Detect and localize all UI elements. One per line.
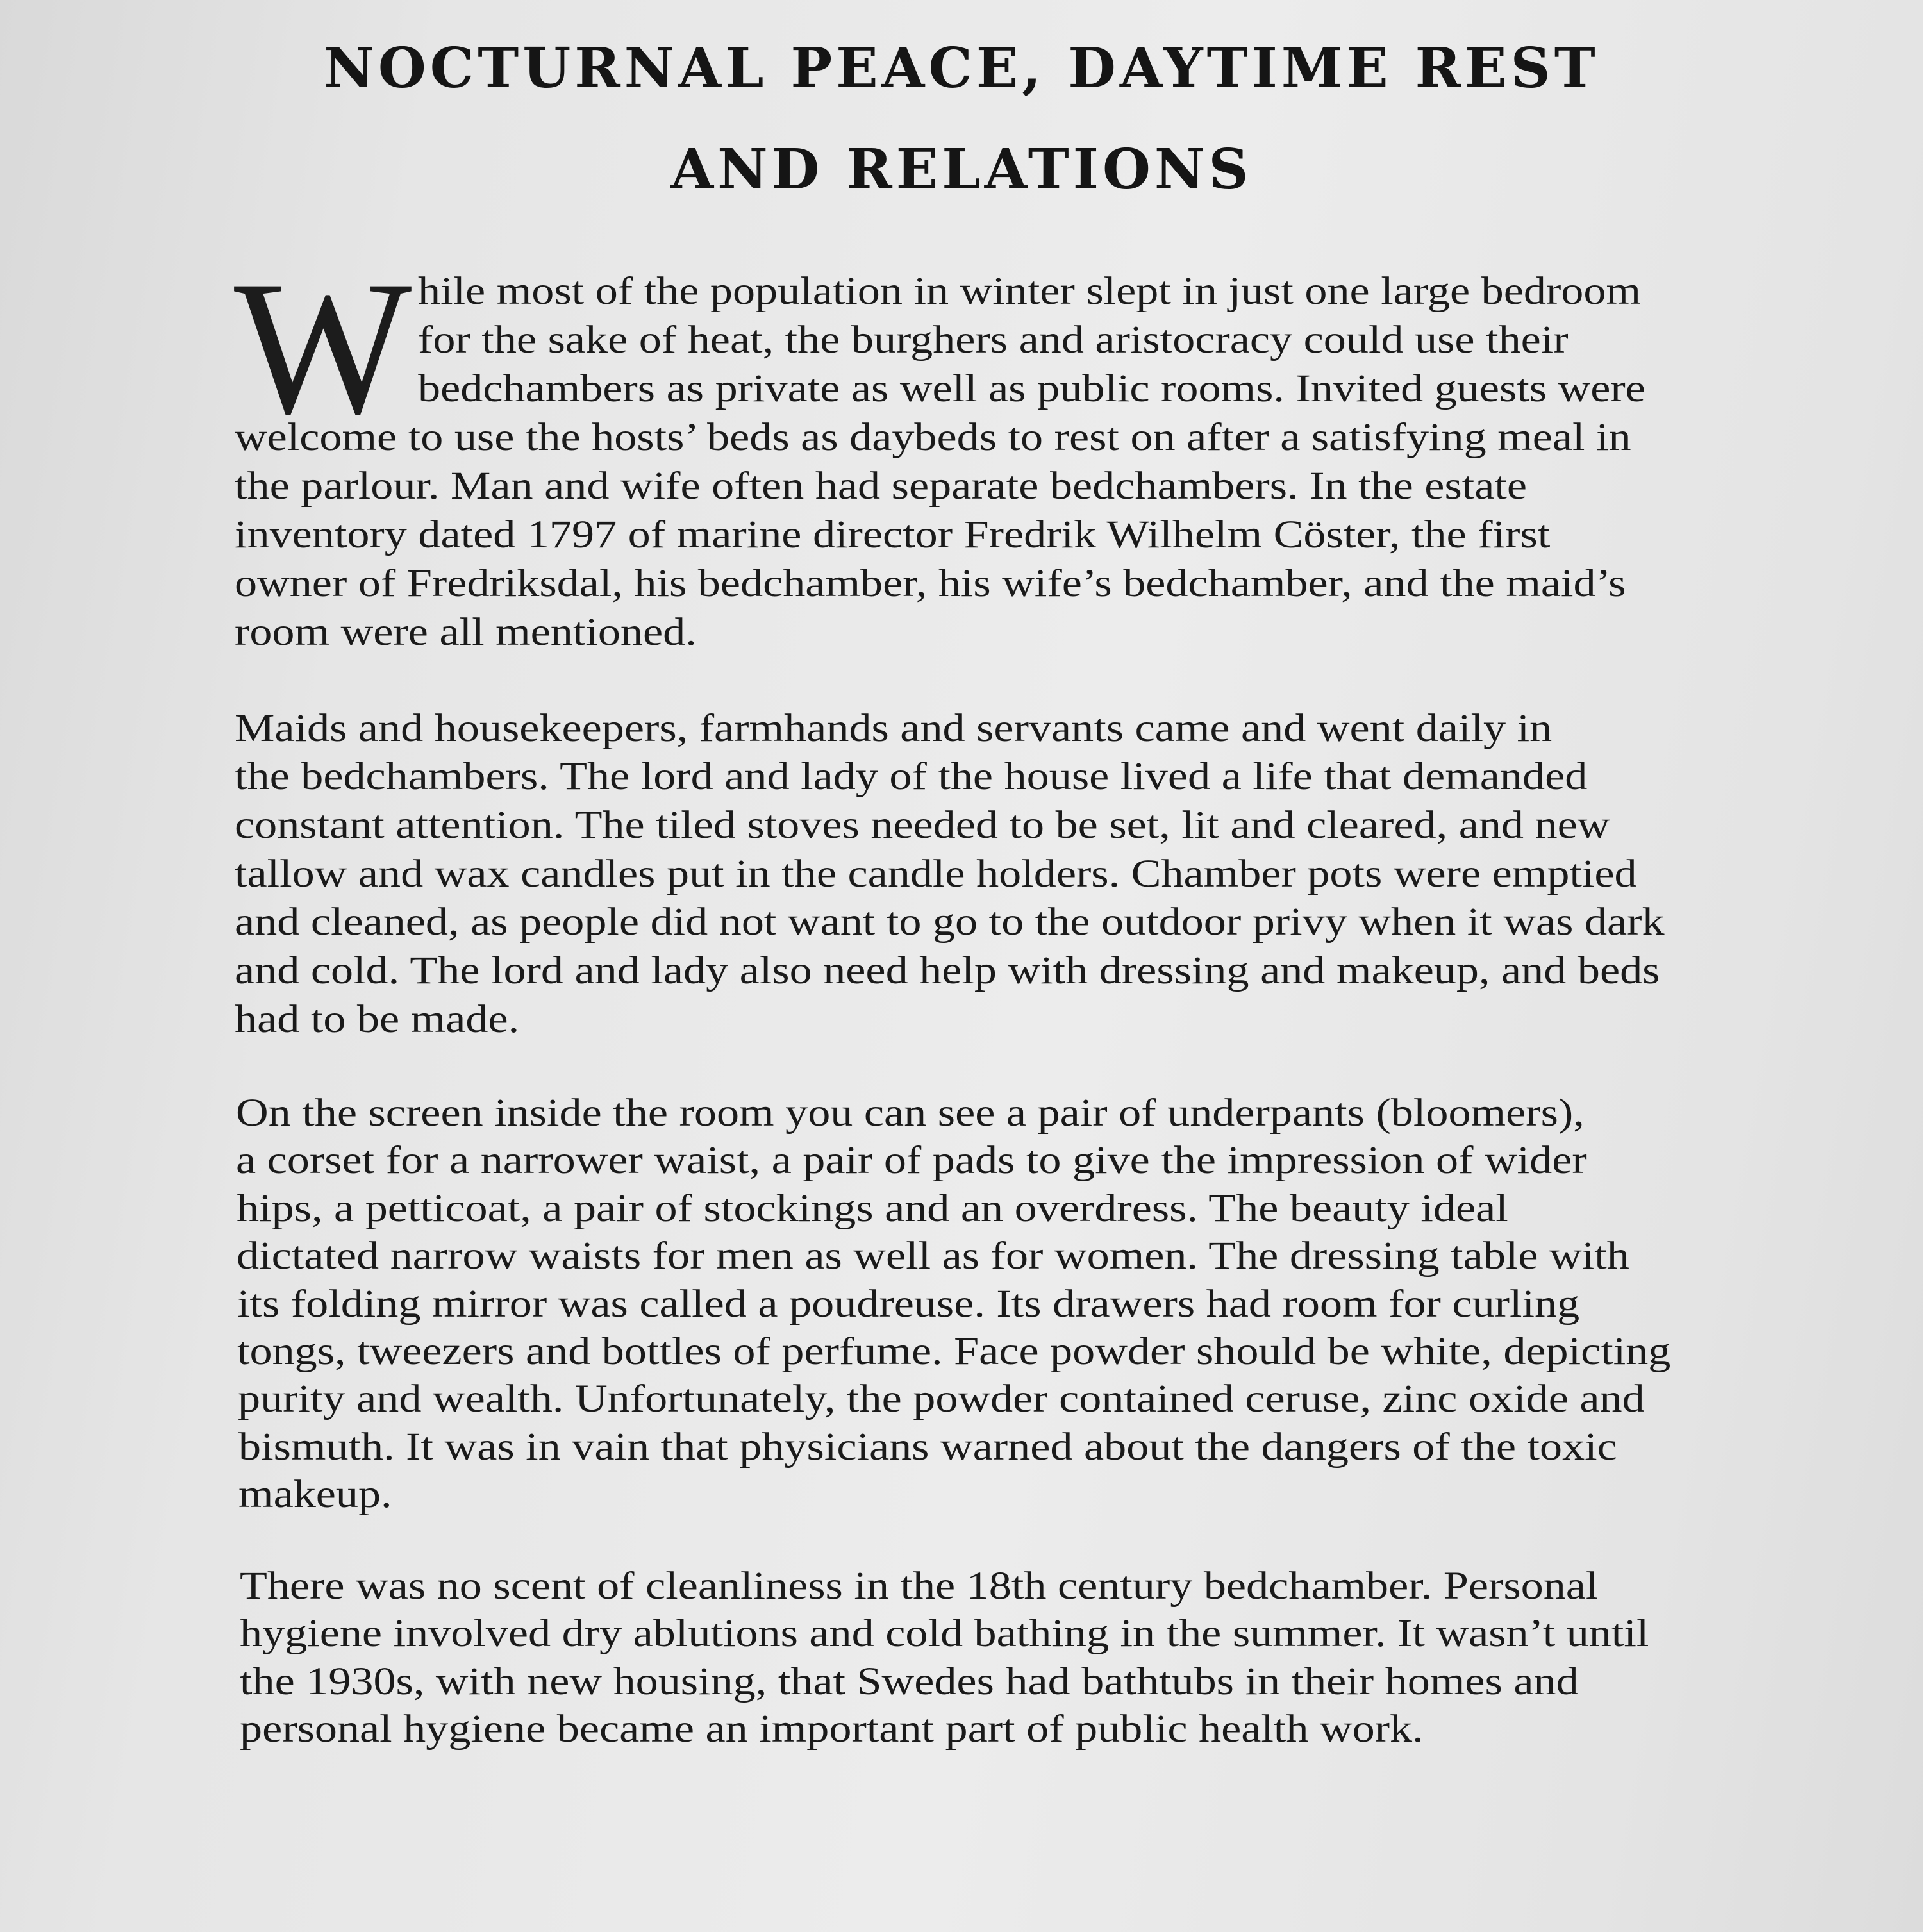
text-line: had to be made. <box>235 998 520 1041</box>
text-line: tongs, tweezers and bottles of perfume. Face powder should be white, depicting <box>237 1330 1671 1373</box>
text-line: and cleaned, as people did not want to go to the outdoor privy when it was dark <box>235 901 1665 944</box>
text-line: makeup. <box>238 1473 392 1516</box>
text-line: hile most of the population in winter slept in just one large bedroom <box>418 270 1642 313</box>
text-line: There was no scent of cleanliness in the 18th century bedchamber. Personal <box>240 1565 1599 1608</box>
text-line: for the sake of heat, the burghers and aristocracy could use their <box>418 319 1569 362</box>
text-line: inventory dated 1797 of marine director Fredrik Wilhelm Cöster, the first <box>235 513 1551 556</box>
text-line: tallow and wax candles put in the candle holders. Chamber pots were emptied <box>235 853 1637 895</box>
text-line: On the screen inside the room you can see a pair of underpants (bloomers), <box>236 1092 1585 1135</box>
title-line-1: NOCTURNAL PEACE, DAYTIME REST <box>324 35 1599 101</box>
text-line: owner of Fredriksdal, his bedchamber, his wife’s bedchamber, and the maid’s <box>235 562 1626 605</box>
text-line: the bedchambers. The lord and lady of the house lived a life that demanded <box>235 755 1588 798</box>
text-line: personal hygiene became an important part of public health work. <box>240 1708 1424 1751</box>
title-line-2: AND RELATIONS <box>670 137 1253 202</box>
text-line: purity and wealth. Unfortunately, the powder contained ceruse, zinc oxide and <box>238 1378 1645 1420</box>
drop-cap: W <box>233 241 412 454</box>
text-line: constant attention. The tiled stoves needed to be set, lit and cleared, and new <box>235 804 1610 847</box>
text-line: welcome to use the hosts’ beds as daybeds to rest on after a satisfying meal in <box>235 416 1631 459</box>
text-line: hygiene involved dry ablutions and cold bathing in the summer. It wasn’t until <box>240 1612 1649 1655</box>
text-line: the 1930s, with new housing, that Swedes had bathtubs in their homes and <box>240 1660 1579 1703</box>
text-line: bedchambers as private as well as public rooms. Invited guests were <box>418 367 1645 410</box>
text-line: the parlour. Man and wife often had separate bedchambers. In the estate <box>235 465 1528 508</box>
text-line: dictated narrow waists for men as well as for women. The dressing table with <box>237 1235 1629 1278</box>
text-line: hips, a petticoat, a pair of stockings and an overdress. The beauty ideal <box>237 1187 1508 1230</box>
text-line: bismuth. It was in vain that physicians warned about the dangers of the toxic <box>238 1426 1617 1469</box>
text-line: its folding mirror was called a poudreuse. Its drawers had room for curling <box>237 1283 1580 1326</box>
text-line: a corset for a narrower waist, a pair of pads to give the impression of wider <box>236 1139 1587 1182</box>
text-line: Maids and housekeepers, farmhands and servants came and went daily in <box>235 707 1553 750</box>
text-line: and cold. The lord and lady also need help with dressing and makeup, and beds <box>235 949 1660 992</box>
text-line: room were all mentioned. <box>235 611 697 654</box>
